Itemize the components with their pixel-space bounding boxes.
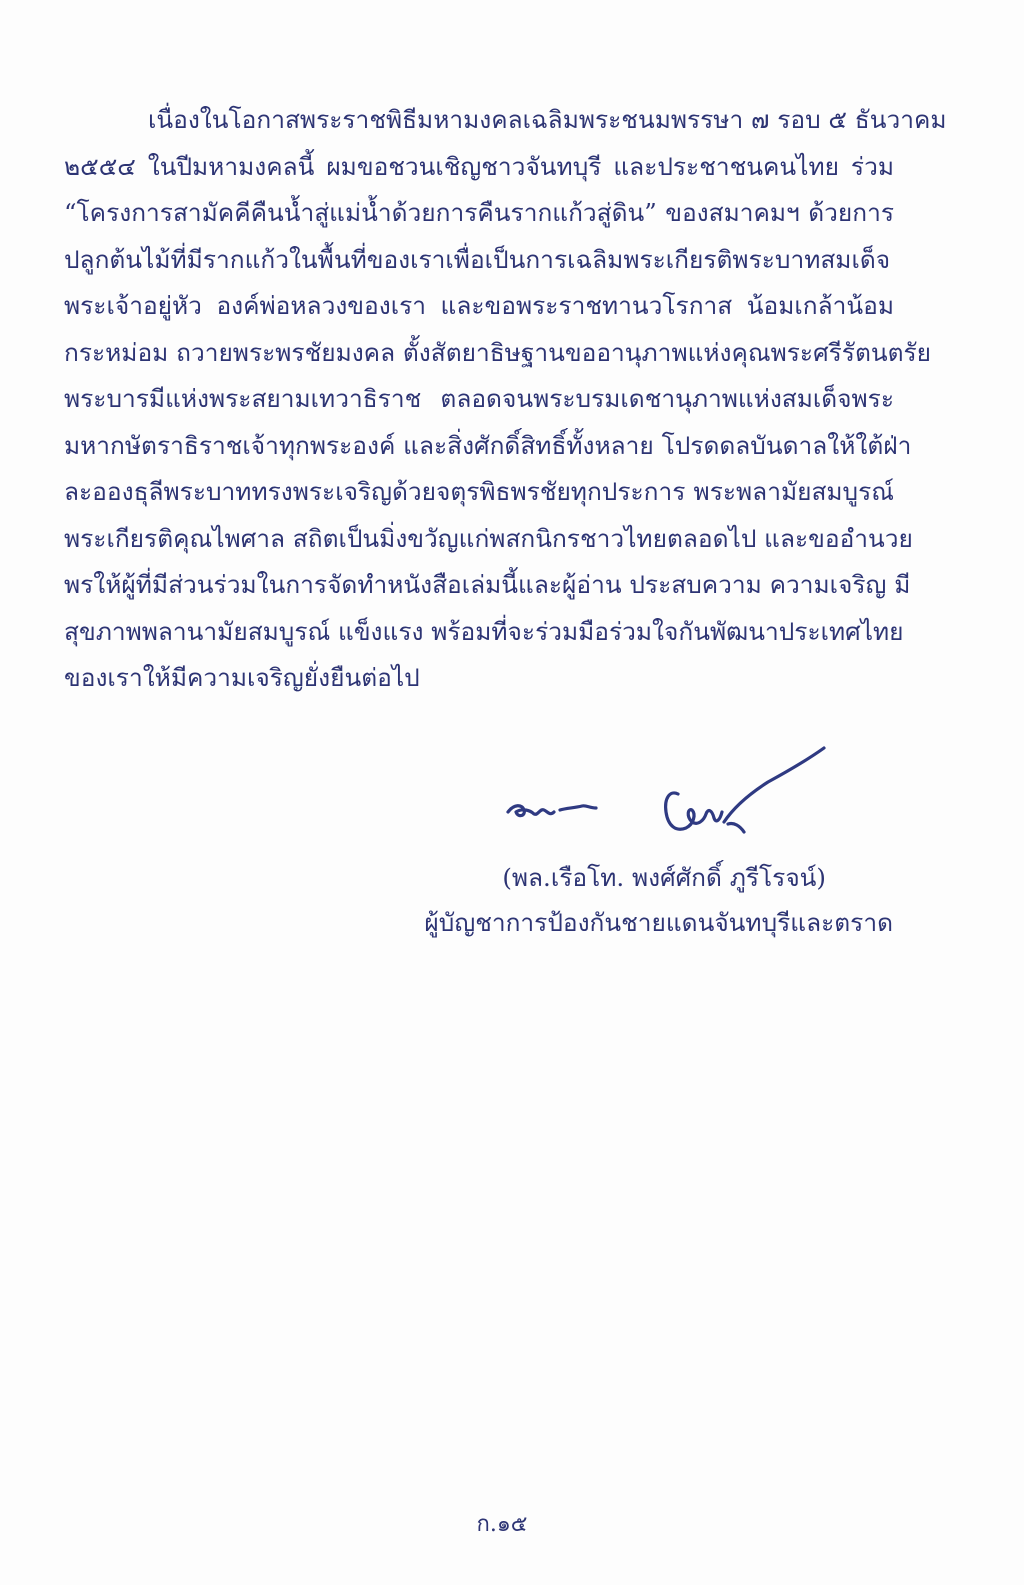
signer-position: ผู้บัญชาการป้องกันชายแดนจันทบุรีและตราด — [424, 908, 893, 937]
body-line: พระเกียรติคุณไพศาล สถิตเป็นมิ่งขวัญแก่พสกนิกรชาวไทยตลอดไป และขออำนวย — [64, 523, 913, 553]
body-line: ละอองธุลีพระบาททรงพระเจริญด้วยจตุรพิธพรชัยทุกประการ พระพลามัยสมบูรณ์ — [64, 477, 894, 506]
body-line: “โครงการสามัคคีคืนน้ำสู่แม่น้ำด้วยการคืนรากแก้วสู่ดิน” ของสมาคมฯ ด้วยการ — [64, 198, 894, 227]
body-line: ปลูกต้นไม้ที่มีรากแก้วในพื้นที่ของเราเพื่อเป็นการเฉลิมพระเกียรติพระบาทสมเด็จ — [64, 244, 891, 274]
body-line: เนื่องในโอกาสพระราชพิธีมหามงคลเฉลิมพระชนมพรรษา ๗ รอบ ๕ ธันวาคม — [148, 105, 947, 134]
body-line: ๒๕๕๔ ในปีมหามงคลนี้ ผมขอชวนเชิญชาวจันทบุรี และประชาชนคนไทย ร่วม — [64, 151, 894, 181]
body-line: มหากษัตราธิราชเจ้าทุกพระองค์ และสิ่งศักดิ์สิทธิ์ทั้งหลาย โปรดดลบันดาลให้ใต้ฝ่า — [64, 430, 912, 460]
signer-name: (พล.เรือโท. พงศ์ศักดิ์ ภูรีโรจน์) — [502, 863, 826, 892]
body-line: สุขภาพพลานามัยสมบูรณ์ แข็งแรง พร้อมที่จะร่วมมือร่วมใจกันพัฒนาประเทศไทย — [64, 616, 904, 646]
body-line: ของเราให้มีความเจริญยั่งยืนต่อไป — [64, 663, 420, 692]
page-number-text: ก.๑๕ — [476, 1512, 528, 1537]
body-line: พระเจ้าอยู่หัว องค์พ่อหลวงของเรา และขอพระราชทานวโรกาส น้อมเกล้าน้อม — [64, 291, 894, 320]
body-line: พรให้ผู้ที่มีส่วนร่วมในการจัดทำหนังสือเล่มนี้และผู้อ่าน ประสบความ ความเจริญ มี — [64, 570, 911, 599]
letter-body — [64, 97, 947, 702]
page-number — [0, 1506, 1024, 1541]
body-line: กระหม่อม ถวายพระพรชัยมงคล ตั้งสัตยาธิษฐานขออานุภาพแห่งคุณพระศรีรัตนตรัย — [64, 337, 932, 367]
handwritten-signature — [500, 738, 840, 848]
body-line: พระบารมีแห่งพระสยามเทวาธิราช ตลอดจนพระบรมเดชานุภาพแห่งสมเด็จพระ — [64, 384, 894, 413]
